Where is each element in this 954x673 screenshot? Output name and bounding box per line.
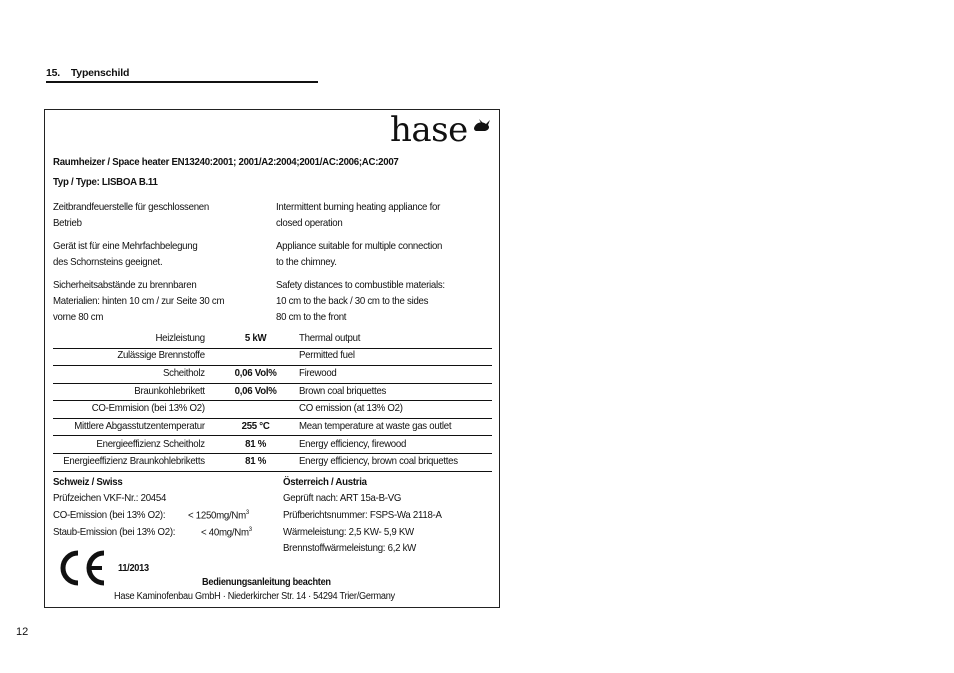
note-multiple-connection-de: Gerät ist für eine Mehrfachbelegung des Schornsteins geeignet. (53, 240, 198, 268)
row-efficiency-firewood-en: Energy efficiency, firewood (299, 438, 407, 450)
instructions-note: Bedienungsanleitung beachten (202, 577, 331, 588)
note-safety-distance-de: Sicherheitsabstände zu brennbaren Materialien: hinten 10 cm / zur Seite 30 cm vorne 80 cm (53, 279, 225, 323)
table-divider (53, 418, 492, 419)
row-efficiency-coal-de: Energieeffizienz Braunkohlebriketts (63, 455, 205, 467)
row-brown-coal-value: 0,06 Vol% (234, 385, 277, 397)
row-heat-output-en: Thermal output (299, 332, 361, 344)
row-permitted-fuel-de: Zulässige Brennstoffe (117, 349, 205, 361)
ce-mark-icon (54, 548, 110, 593)
row-flue-temp-de: Mittlere Abgasstutzentemperatur (74, 420, 205, 432)
table-divider (53, 471, 492, 472)
austria-line: Brennstoffwärmeleistung: 6,2 kW (283, 542, 417, 554)
section-number: 15. (46, 67, 60, 79)
brand-logo: hase (390, 110, 468, 150)
note-intermittent-en: Intermittent burning heating appliance for closed operation (276, 201, 441, 229)
row-firewood-de: Scheitholz (162, 367, 205, 379)
note-safety-distance-en: Safety distances to combustible materials: 10 cm to the back / 30 cm to the sides 80 cm to the front (276, 279, 445, 323)
section-title: Typenschild (70, 67, 130, 79)
row-firewood-value: 0,06 Vol% (234, 367, 277, 379)
row-firewood-en: Firewood (299, 367, 337, 379)
note-intermittent-de: Zeitbrandfeuerstelle für geschlossenen Betrieb (53, 201, 209, 229)
austria-line: Prüfberichtsnummer: FSPS-Wa 2118-A (283, 509, 442, 521)
austria-title: Österreich / Austria (283, 476, 367, 488)
manufacturer-address: Hase Kaminofenbau GmbH · Niederkircher Str. 14 · 54294 Trier/Germany (114, 591, 395, 602)
austria-line: Geprüft nach: ART 15a-B-VG (283, 492, 402, 504)
note-multiple-connection-en: Appliance suitable for multiple connection to the chimney. (276, 240, 443, 268)
ce-date: 11/2013 (118, 563, 149, 574)
swiss-dust-label: Staub-Emission (bei 13% O2): (53, 526, 176, 538)
plate-type: Typ / Type: LISBOA B.11 (53, 176, 158, 188)
swiss-co-value: < $1250mg/Nm^3$ (188, 509, 249, 522)
row-co-emission-en: CO emission (at 13% O2) (299, 402, 403, 414)
row-heat-output-de: Heizleistung (155, 332, 205, 344)
swiss-test-mark: Prüfzeichen VKF-Nr.: 20454 (53, 492, 167, 504)
row-heat-output-value: 5 kW (244, 332, 267, 344)
table-divider (53, 383, 492, 384)
table-divider (53, 365, 492, 366)
row-efficiency-coal-en: Energy efficiency, brown coal briquettes (299, 455, 458, 467)
plate-heading: Raumheizer / Space heater EN13240:2001; 2001/A2:2004;2001/AC:2006;AC:2007 (53, 156, 399, 168)
row-brown-coal-en: Brown coal briquettes (299, 385, 387, 397)
hare-icon (473, 118, 491, 139)
swiss-dust-value: < $40mg/Nm^3$ (201, 526, 252, 539)
row-co-emission-de: CO-Emmision (bei 13% O2) (91, 402, 205, 414)
row-brown-coal-de: Braunkohlebrikett (134, 385, 205, 397)
page-number: 12 (16, 626, 29, 638)
section-heading (46, 67, 129, 79)
swiss-title: Schweiz / Swiss (53, 476, 123, 488)
section-rule (46, 81, 318, 83)
row-efficiency-firewood-de: Energieeffizienz Scheitholz (96, 438, 205, 450)
row-permitted-fuel-en: Permitted fuel (299, 349, 355, 361)
row-flue-temp-value: 255 °C (241, 420, 270, 432)
table-divider (53, 453, 492, 454)
austria-line: Wärmeleistung: 2,5 KW- 5,9 KW (283, 526, 414, 538)
table-divider (53, 400, 492, 401)
swiss-co-label: CO-Emission (bei 13% O2): (53, 509, 166, 521)
row-efficiency-firewood-value: 81 % (245, 438, 267, 450)
table-divider (53, 435, 492, 436)
row-flue-temp-en: Mean temperature at waste gas outlet (299, 420, 452, 432)
row-efficiency-coal-value: 81 % (245, 455, 267, 467)
